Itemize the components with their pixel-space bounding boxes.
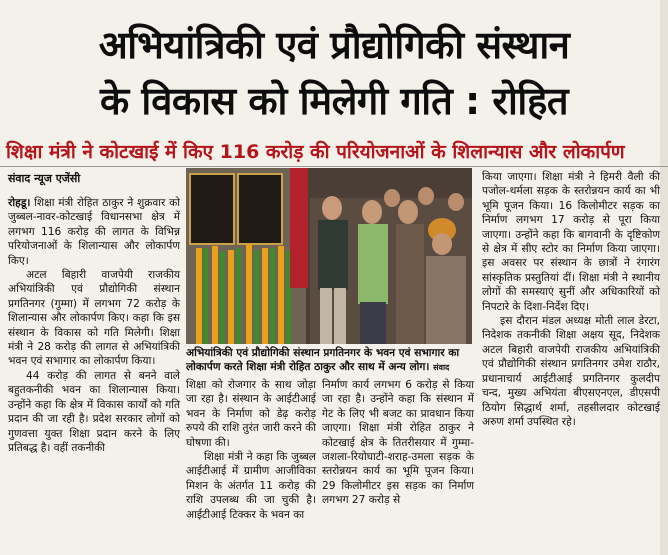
paragraph: किया जाएगा। शिक्षा मंत्री ने हिमरी वैली की पजोल-थर्मला सड़क के स्तरोन्नयन कार्य का भी भूमि पूजन किया। 16 किलोमीटर सड़क का निर्माण लगभग 17 करोड़ से पूरा किया जाएगा। उन्होंने कहा कि बागवानी के दृष्टिकोण से क्षेत्र में सीए स्टोर का निर्माण किया जाएगा। इस अवसर पर संस्थान के छात्रों ने रंगारंग सांस्कृतिक प्रस्तुतियां दीं। शिक्षा मंत्री ने स्थानीय लोगों की समस्याएं सुनीं और अधिकारियों को निपटारे के दिशा-निर्देश दिए।	[482, 171, 660, 313]
article-column-2	[186, 378, 316, 522]
article-column-1	[8, 196, 180, 455]
paragraph: निर्माण कार्य लगभग 6 करोड़ से किया जा रहा है। उन्होंने कहा कि संस्थान में गेट के लिए भी बजट का प्रावधान किया जाएगा। शिक्षा मंत्री रोहित ठाकुर ने कोटखाई क्षेत्र के तितरीसयार में गुम्मा-जशला-रियोघाटी-शराह-उमला सड़क के स्तरोन्नयन कार्य का भूमि पूजन किया। 29 किलोमीटर इस सड़क का निर्माण लगभग 27 करोड़ से	[322, 379, 474, 507]
headline-line-2: के विकास को मिलेगी गति : रोहित	[100, 79, 568, 123]
paragraph: शिक्षा मंत्री ने कहा कि जुब्बल आईटीआई में ग्रामीण आजीविका मिशन के अंतर्गत 11 करोड़ की राशि उपलब्ध की जा चुकी है। आईटीआई टिक्कर के भवन का	[186, 451, 316, 521]
photo-illustration	[186, 168, 472, 344]
caption-credit: संवाद	[433, 363, 450, 372]
divider	[0, 166, 668, 167]
paragraph: शिक्षा को रोजगार के साथ जोड़ा जा रहा है। संस्थान के आईटीआई भवन के निर्माण को डेढ़ करोड़ रुपये की राशि तुरंत जारी करने की घोषणा की।	[186, 379, 316, 449]
dateline: रोहडू।	[8, 197, 31, 209]
paragraph: इस दौरान मंडल अध्यक्ष मोती लाल डेरटा, निदेशक तकनीकी शिक्षा अक्षय सूद, निदेशक अटल बिहारी वाजपेयी राजकीय अभियांत्रिकी एवं प्रौद्योगिकी संस्थान प्रगतिनगर उमेश राठौर, प्रधानाचार्य आईटीआई प्रगतिनगर कुलदीप चन्द, मुख्य अभियंता बीएसएनएल, डीएसपी ठियोग सिद्धार्थ शर्मा, तहसीलदार कोटखाई अरुण शर्मा उपस्थित रहे।	[482, 315, 660, 428]
paragraph: 44 करोड़ की लागत से बनने वाले बहुतकनीकी भवन का शिलान्यास किया। उन्होंने कहा कि क्षेत्र में विकास कार्यों को गति प्रदान की जा रही है। प्रदेश सरकार लोगों को गुणवत्ता युक्त शिक्षा प्रदान करने के लिए प्रतिबद्ध है। वहीं तकनीकी	[8, 369, 180, 454]
photo-caption	[186, 346, 476, 375]
paragraph: अटल बिहारी वाजपेयी राजकीय अभियांत्रिकी एवं प्रौद्योगिकी संस्थान प्रगतिनगर (गुम्मा) में लगभग 72 करोड़ के शिलान्यास और लोकार्पण किए। कहा कि इस संस्थान के विकास को गति मिलेगी। शिक्षा मंत्री ने 28 करोड़ की लागत से अभियांत्रिकी भवन एवं सभागार का लोकार्पण किया।	[8, 269, 180, 368]
subheadline: शिक्षा मंत्री ने कोटखाई में किए 116 करोड़ की परियोजनाओं के शिलान्यास और लोकार्पण	[6, 141, 625, 163]
article-column-3	[322, 378, 474, 508]
paragraph: रोहडू। शिक्षा मंत्री रोहित ठाकुर ने शुक्रवार को जुब्बल-नावर-कोटखाई विधानसभा क्षेत्र में लगभग 116 करोड़ की लागत के विभिन्न परियोजनाओं के शिलान्यास और लोकार्पण किए।	[8, 197, 180, 267]
caption-text: अभियांत्रिकी एवं प्रौद्योगिकी संस्थान प्रगतिनगर के भवन एवं सभागार का लोकार्पण करते शिक्षा मंत्री रोहित ठाकुर और साथ में अन्य लोग।	[186, 347, 460, 373]
headline-line-1: अभियांत्रिकी एवं प्रौद्योगिकी संस्थान	[98, 23, 570, 67]
byline: संवाद न्यूज एजेंसी	[8, 172, 81, 185]
article-column-4	[482, 170, 660, 429]
news-photo	[186, 168, 472, 344]
